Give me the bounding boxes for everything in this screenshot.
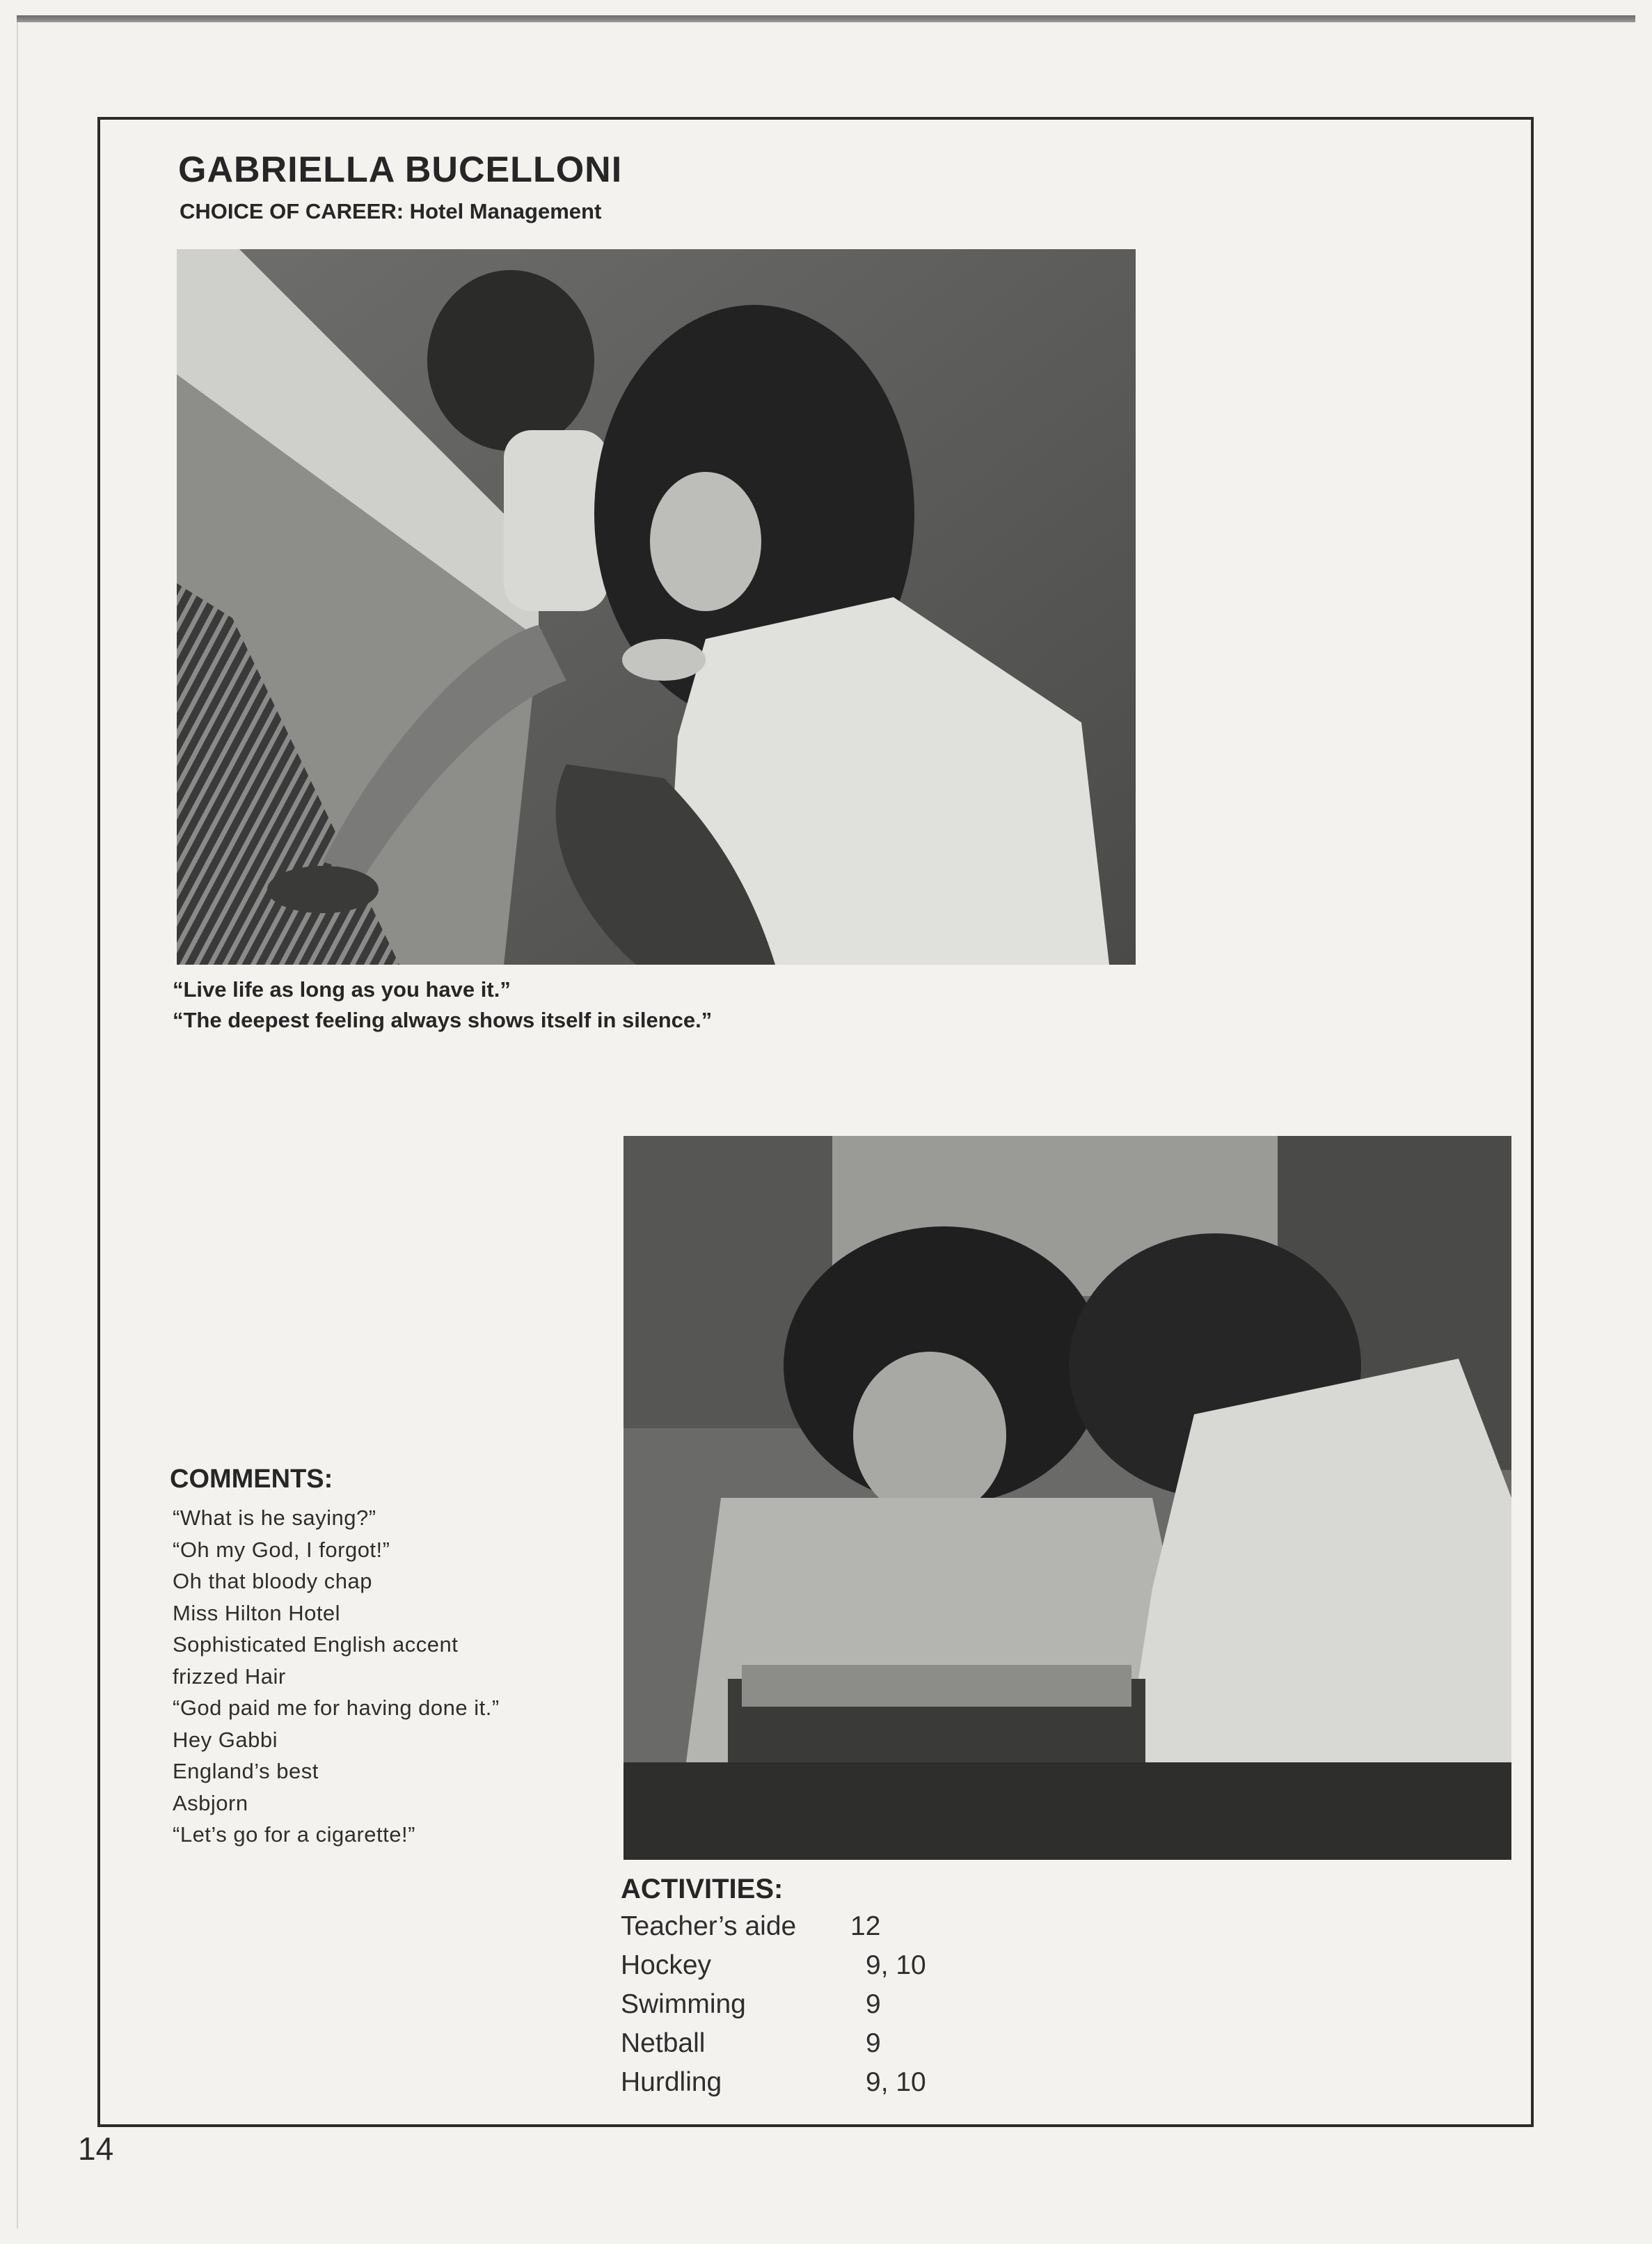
list-item: “What is he saying?” — [173, 1506, 376, 1530]
photo-bottom — [624, 1136, 1511, 1860]
activity-grades: 9, 10 — [866, 1950, 926, 1980]
list-item: England’s best — [173, 1759, 319, 1783]
activity-row — [621, 1950, 983, 1989]
activities-heading: ACTIVITIES: — [621, 1874, 784, 1904]
activity-name: Teacher’s aide — [621, 1911, 797, 1941]
activity-row — [621, 2028, 983, 2067]
list-item: Miss Hilton Hotel — [173, 1600, 341, 1625]
activity-grades: 12 — [850, 1911, 881, 1941]
list-item: Asbjorn — [173, 1790, 248, 1815]
student-name: GABRIELLA BUCELLONI — [178, 150, 623, 190]
photo-two-girls-sitting-on-kerb-icon — [177, 249, 1136, 965]
quote-2: “The deepest feeling always shows itself in silence.” — [173, 1008, 713, 1032]
page-number: 14 — [78, 2131, 114, 2167]
page-top-edge — [17, 15, 1635, 22]
comments-heading: COMMENTS: — [170, 1464, 333, 1494]
list-item: “Let’s go for a cigarette!” — [173, 1822, 415, 1847]
list-item: Hey Gabbi — [173, 1727, 278, 1752]
activity-name: Swimming — [621, 1989, 746, 2019]
activity-name: Netball — [621, 2028, 706, 2058]
quotes-block — [173, 974, 712, 1036]
quote-1: “Live life as long as you have it.” — [173, 977, 511, 1002]
activity-name: Hockey — [621, 1950, 712, 1980]
activity-grades: 9 — [866, 2028, 881, 2058]
activity-row — [621, 1989, 983, 2028]
list-item: Sophisticated English accent — [173, 1632, 459, 1657]
page-left-edge — [17, 22, 18, 2229]
list-item: “Oh my God, I forgot!” — [173, 1537, 390, 1562]
list-item: frizzed Hair — [173, 1664, 286, 1689]
list-item: Oh that bloody chap — [173, 1569, 372, 1593]
comments-list — [173, 1502, 500, 1851]
activity-grades: 9 — [866, 1989, 881, 2019]
activity-grades: 9, 10 — [866, 2067, 926, 2097]
photo-top — [177, 249, 1136, 965]
list-item: “God paid me for having done it.” — [173, 1696, 500, 1720]
activities-list — [621, 1911, 983, 2106]
activity-row — [621, 1911, 983, 1950]
activity-row — [621, 2067, 983, 2106]
activity-name: Hurdling — [621, 2067, 722, 2097]
career-choice: CHOICE OF CAREER: Hotel Management — [180, 199, 602, 223]
photo-two-students-at-desk-icon — [624, 1136, 1511, 1860]
